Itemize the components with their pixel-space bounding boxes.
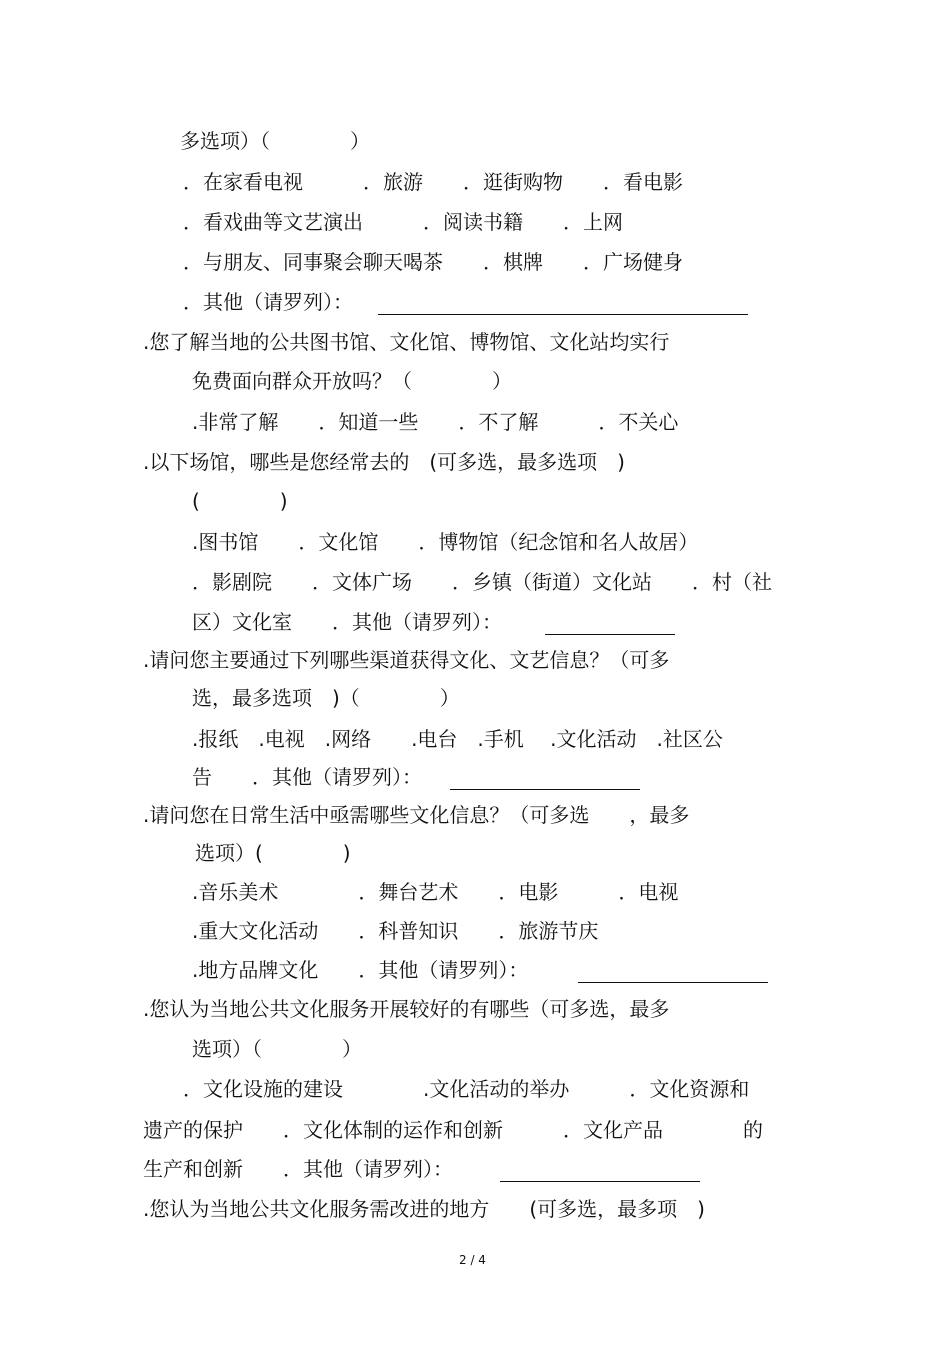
question-heading: .您了解当地的公共图书馆、文化馆、博物馆、文化站均实行: [143, 330, 670, 354]
text-line: 生产和创新 ．其他（请罗列）：: [143, 1157, 453, 1181]
text-line: ．影剧院 ．文体广场 ．乡镇（街道）文化站 ．村（社: [192, 570, 772, 594]
text-line: .非常了解 ．知道一些 ．不了解 ．不关心: [192, 410, 679, 434]
blank-line: [500, 1181, 700, 1182]
text-line: 告 ．其他（请罗列）：: [192, 765, 422, 789]
text-line: ．看戏曲等文艺演出 ．阅读书籍 ．上网: [183, 210, 623, 234]
text-line: 免费面向群众开放吗？（ ）: [192, 369, 512, 393]
text-line: 选，最多选项 )（ ）: [192, 686, 460, 710]
text-line: ．文化设施的建设 .文化活动的举办 ．文化资源和: [183, 1077, 750, 1101]
text-line: ( ): [192, 489, 288, 513]
page-number: 2 / 4: [459, 1253, 486, 1267]
text-line: .重大文化活动 ．科普知识 ．旅游节庆: [192, 919, 599, 943]
text-line: .报纸 .电视 .网络 .电台 .手机 .文化活动 .社区公: [192, 727, 723, 751]
text-line: .图书馆 ．文化馆 ．博物馆（纪念馆和名人故居）: [192, 530, 699, 554]
text-line: .地方品牌文化 ．其他（请罗列）：: [192, 958, 529, 982]
text-line: ．在家看电视 ．旅游 ．逛街购物 ．看电影: [183, 170, 683, 194]
text-line: ．与朋友、同事聚会聊天喝茶 ．棋牌 ．广场健身: [183, 250, 683, 274]
blank-line: [545, 634, 675, 635]
text-line: 区）文化室 ．其他（请罗列）：: [192, 610, 502, 634]
text-line: 选项）( ): [195, 841, 351, 865]
blank-line: [378, 314, 748, 315]
question-heading: .您认为当地公共文化服务开展较好的有哪些（可多选，最多: [143, 997, 670, 1021]
question-heading: .您认为当地公共文化服务需改进的地方 (可多选，最多项 ): [143, 1197, 705, 1221]
blank-line: [450, 789, 640, 790]
text-line: .音乐美术 ．舞台艺术 ．电影 ．电视: [192, 880, 679, 904]
text-line: 多选项）（ ）: [180, 129, 370, 153]
blank-line: [578, 982, 768, 983]
question-heading: .请问您主要通过下列哪些渠道获得文化、文艺信息？（可多: [143, 648, 670, 672]
text-line: 遗产的保护 ．文化体制的运作和创新 ．文化产品 的: [143, 1118, 763, 1142]
question-heading: .请问您在日常生活中亟需哪些文化信息？（可多选 ，最多: [143, 803, 690, 827]
text-line: 选项）（ ）: [192, 1037, 362, 1061]
text-line: ．其他（请罗列）：: [183, 290, 353, 314]
question-heading: .以下场馆，哪些是您经常去的 (可多选，最多选项 ): [143, 450, 625, 474]
